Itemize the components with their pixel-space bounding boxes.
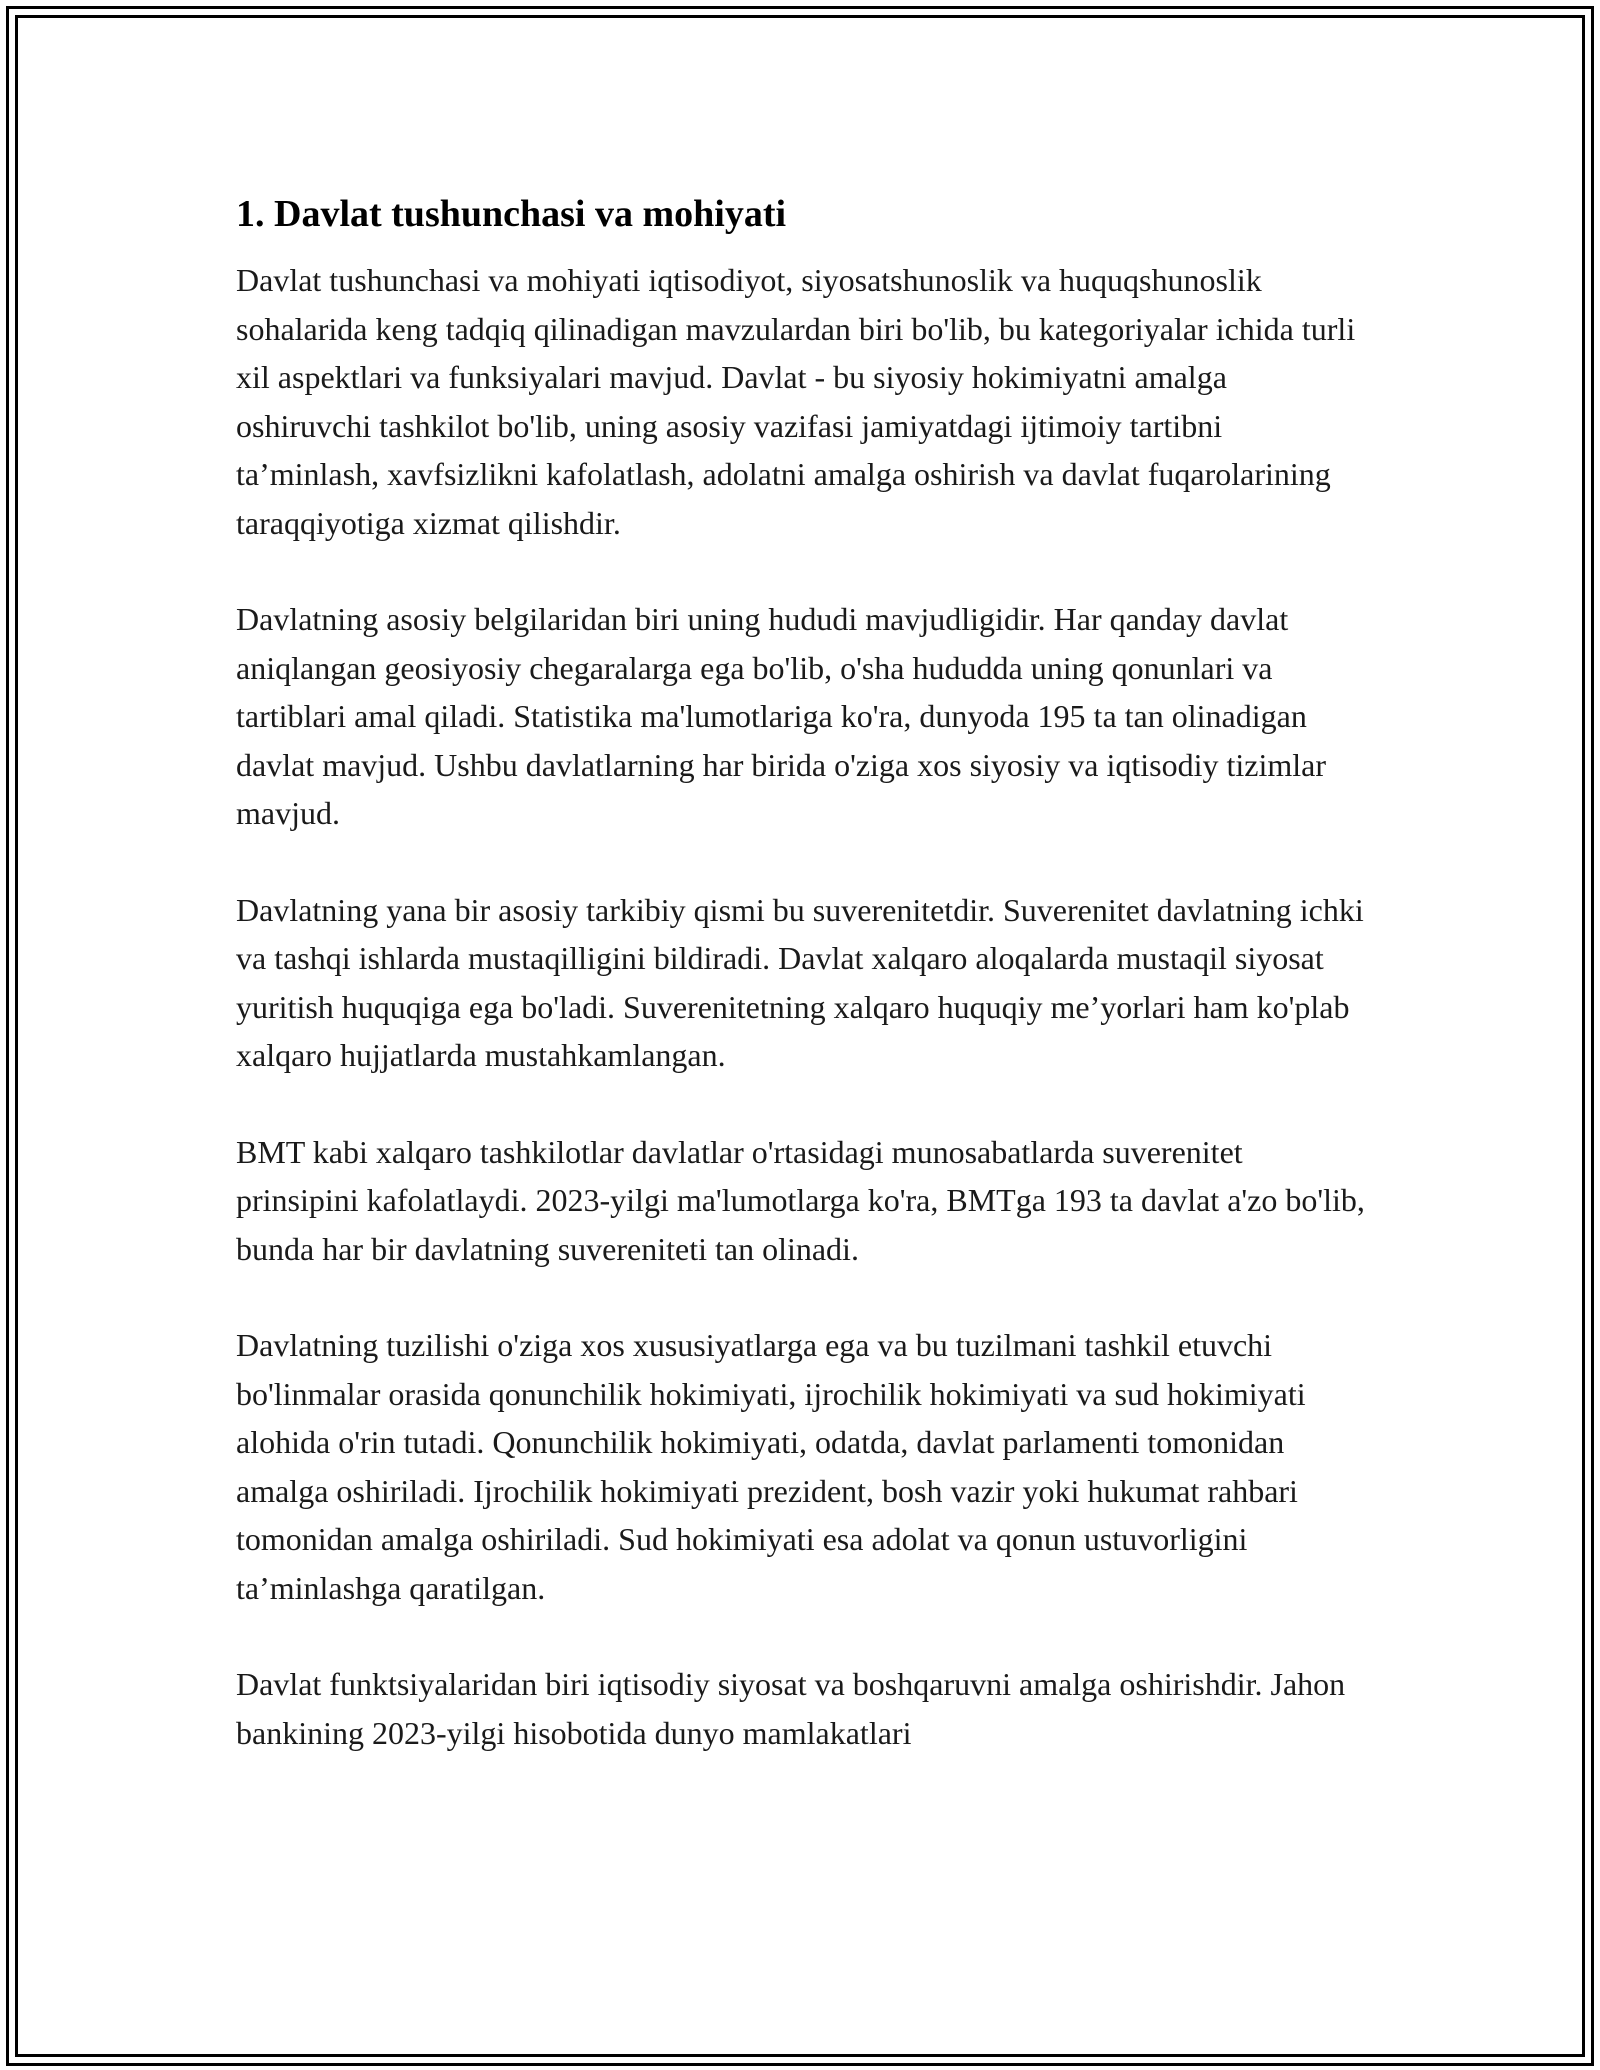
document-body [236,188,1366,1805]
paragraph-3: Davlatning yana bir asosiy tarkibiy qismi bu suverenitetdir. Suverenitet davlatning ichki va tashqi ishlarda mustaqilligini bildiradi. Davlat xalqaro aloqalarda mustaqil siyosat yuritish huquqiga ega bo'ladi. Suverenitetning xalqaro huquqiy me’yorlari ham ko'plab xalqaro hujjatlarda mustahkamlangan. [236,891,1364,1073]
paragraph-5: Davlatning tuzilishi o'ziga xos xususiyatlarga ega va bu tuzilmani tashkil etuvchi bo'linmalar orasida qonunchilik hokimiyati, ijrochilik hokimiyati va sud hokimiyati alohida o'rin tutadi. Qonunchilik hokimiyati, odatda, davlat parlamenti tomonidan amalga oshiriladi. Ijrochilik hokimiyati prezident, bosh vazir yoki hukumat rahbari tomonidan amalga oshiriladi. Sud hokimiyati esa adolat va qonun ustuvorligini ta’minlashga qaratilgan. [236,1327,1306,1606]
paragraph-1: Davlat tushunchasi va mohiyati iqtisodiyot, siyosatshunoslik va huquqshunoslik sohalarida keng tadqiq qilinadigan mavzulardan biri bo'lib, bu kategoriyalar ichida turli xil aspektlari va funksiyalari mavjud. Davlat - bu siyosiy hokimiyatni amalga oshiruvchi tashkilot bo'lib, uning asosiy vazifasi jamiyatdagi ijtimoiy tartibni ta’minlash, xavfsizlikni kafolatlash, adolatni amalga oshirish va davlat fuqarolarining taraqqiyotiga xizmat qilishdir. [236,262,1356,541]
section-heading: 1. Davlat tushunchasi va mohiyati [236,193,787,235]
paragraph-6: Davlat funktsiyalaridan biri iqtisodiy siyosat va boshqaruvni amalga oshirishdir. Jahon bankining 2023-yilgi hisobotida dunyo mamlakatlari [236,1666,1346,1751]
paragraph-4: BMT kabi xalqaro tashkilotlar davlatlar o'rtasidagi munosabatlarda suverenitet prinsipini kafolatlaydi. 2023-yilgi ma'lumotlarga ko'ra, BMTga 193 ta davlat a'zo bo'lib, bunda har bir davlatning suvereniteti tan olinadi. [236,1133,1365,1267]
paragraph-2: Davlatning asosiy belgilaridan biri uning hududi mavjudligidir. Har qanday davlat aniqlangan geosiyosiy chegaralarga ega bo'lib, o'sha hududda uning qonunlari va tartiblari amal qiladi. Statistika ma'lumotlariga ko'ra, dunyoda 195 ta tan olinadigan davlat mavjud. Ushbu davlatlarning har birida o'ziga xos siyosiy va iqtisodiy tizimlar mavjud. [236,601,1326,831]
